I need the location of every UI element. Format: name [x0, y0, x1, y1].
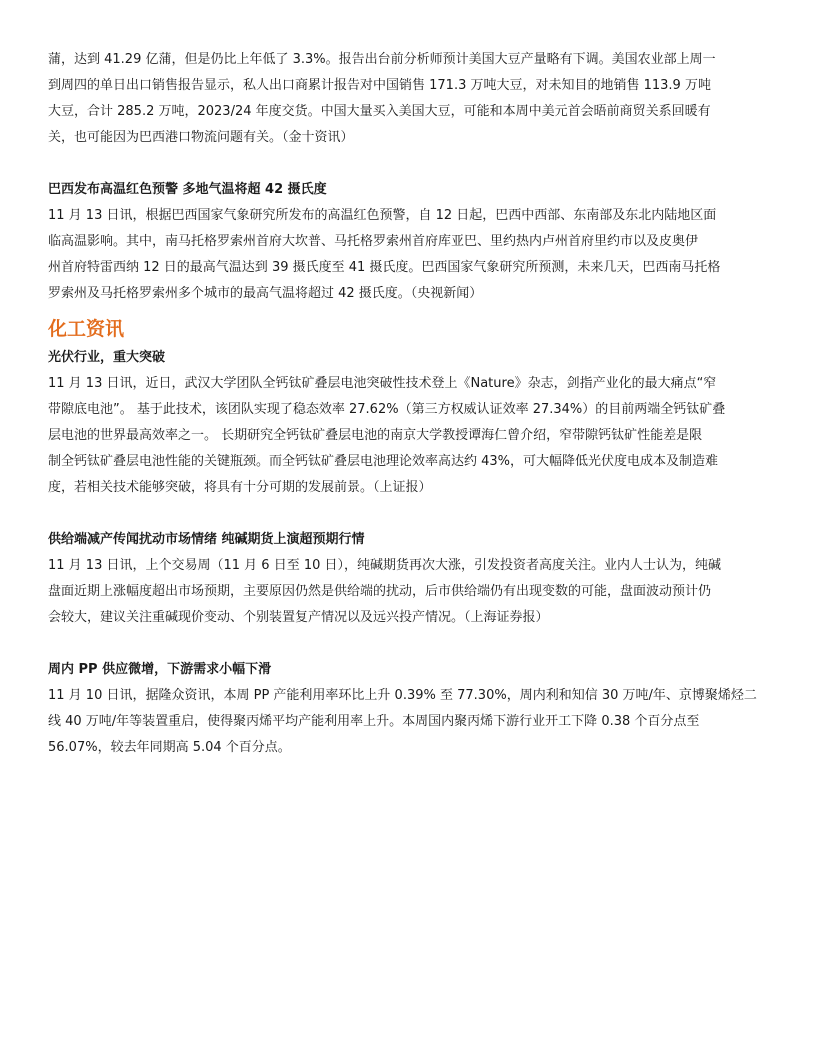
soda-ash-paragraph	[48, 553, 770, 631]
text-line: 州首府特雷西纳 12 日的最高气温达到 39 摄氏度至 41 摄氏度。巴西国家气象研究所预测，未来几天，巴西南马托格	[48, 260, 721, 275]
text-line: 56.07%，较去年同期高 5.04 个百分点。	[48, 740, 291, 755]
text-line: 会较大，建议关注重碱现价变动、个别装置复产情况以及远兴投产情况。（上海证券报）	[48, 610, 549, 625]
soda-ash-headline: 供给端减产传闻扰动市场情绪 纯碱期货上演超预期行情	[48, 532, 365, 547]
text-line: 11 月 13 日讯，根据巴西国家气象研究所发布的高温红色预警，自 12 日起，巴西中西部、东南部及东北内陆地区面	[48, 208, 717, 223]
text-line: 罗索州及马托格罗索州多个城市的最高气温将超过 42 摄氏度。（央视新闻）	[48, 286, 483, 301]
brazil-heat-headline: 巴西发布高温红色预警 多地气温将超 42 摄氏度	[48, 182, 327, 197]
text-line: 关，也可能因为巴西港口物流问题有关。（金十资讯）	[48, 130, 354, 145]
pp-paragraph	[48, 683, 770, 761]
spacer	[48, 501, 770, 527]
text-line: 大豆，合计 285.2 万吨，2023/24 年度交货。中国大量买入美国大豆，可能和本周中美元首会晤前商贸关系回暖有	[48, 104, 711, 119]
text-line: 蒲，达到 41.29 亿蒲，但是仍比上年低了 3.3%。报告出台前分析师预计美国大豆产量略有下调。美国农业部上周一	[48, 52, 716, 67]
text-line: 11 月 13 日讯，近日，武汉大学团队全钙钛矿叠层电池突破性技术登上《Nature》杂志，剑指产业化的最大痛点“窄	[48, 376, 717, 391]
text-line: 盘面近期上涨幅度超出市场预期，主要原因仍然是供给端的扰动，后市供给端仍有出现变数的可能，盘面波动预计仍	[48, 584, 712, 599]
text-line: 层电池的世界最高效率之一。 长期研究全钙钛矿叠层电池的南京大学教授谭海仁曾介绍，窄带隙钙钛矿性能差是限	[48, 428, 703, 443]
brazil-heat-paragraph	[48, 203, 770, 307]
text-line: 制全钙钛矿叠层电池性能的关键瓶颈。而全钙钛矿叠层电池理论效率高达约 43%，可大幅降低光伏度电成本及制造难	[48, 454, 719, 469]
intro-paragraph	[48, 47, 770, 151]
text-line: 到周四的单日出口销售报告显示，私人出口商累计报告对中国销售 171.3 万吨大豆，对未知目的地销售 113.9 万吨	[48, 78, 711, 93]
document-page	[48, 47, 770, 761]
text-line: 11 月 13 日讯，上个交易周（11 月 6 日至 10 日），纯碱期货再次大涨，引发投资者高度关注。业内人士认为，纯碱	[48, 558, 721, 573]
spacer	[48, 631, 770, 657]
text-line: 临高温影响。其中，南马托格罗索州首府大坎普、马托格罗索州首府库亚巴、里约热内卢州首府里约市以及皮奥伊	[48, 234, 699, 249]
text-line: 带隙底电池”。 基于此技术，该团队实现了稳态效率 27.62%（第三方权威认证效率 27.34%）的目前两端全钙钛矿叠	[48, 402, 726, 417]
spacer	[48, 151, 770, 177]
section-title-chemical-news: 化工资讯	[48, 318, 125, 340]
pp-headline: 周内 PP 供应微增，下游需求小幅下滑	[48, 662, 272, 677]
text-line: 度，若相关技术能够突破，将具有十分可期的发展前景。（上证报）	[48, 480, 432, 495]
solar-headline: 光伏行业，重大突破	[48, 350, 166, 365]
text-line: 线 40 万吨/年等装置重启，使得聚丙烯平均产能利用率上升。本周国内聚丙烯下游行业开工下降 0.38 个百分点至	[48, 714, 700, 729]
solar-paragraph	[48, 371, 770, 501]
text-line: 11 月 10 日讯，据隆众资讯，本周 PP 产能利用率环比上升 0.39% 至 77.30%，周内利和知信 30 万吨/年、京博聚烯烃二	[48, 688, 757, 703]
